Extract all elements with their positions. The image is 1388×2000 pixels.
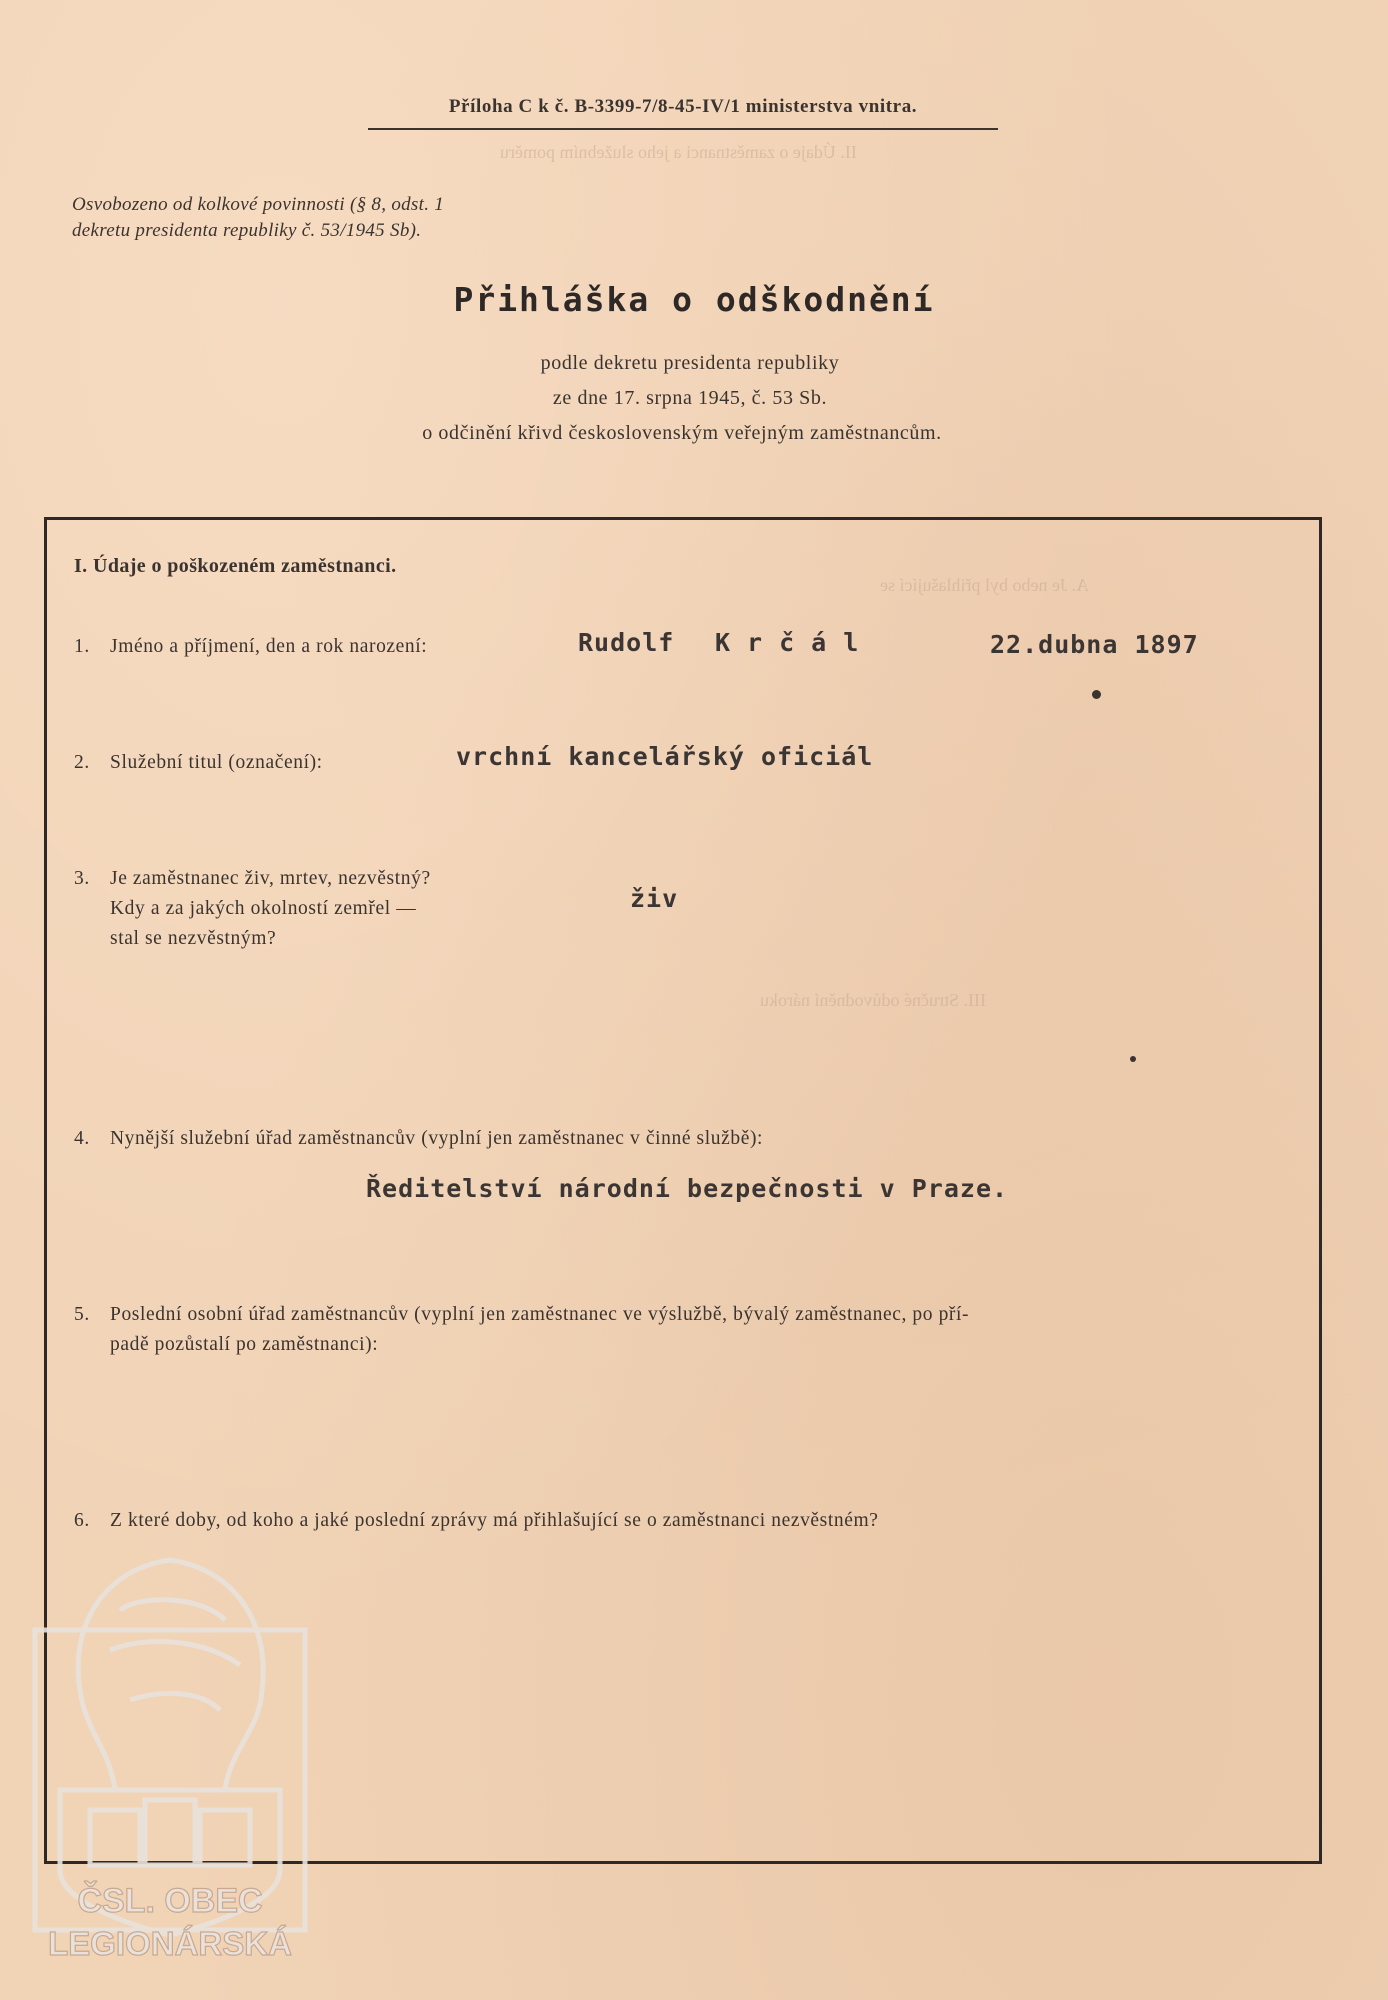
item-label: Je zaměstnanec živ, mrtev, nezvěstný? xyxy=(110,868,431,889)
item-number: 2. xyxy=(74,752,90,773)
subtitle-line: ze dne 17. srpna 1945, č. 53 Sb. xyxy=(552,387,828,409)
ink-speck xyxy=(1092,690,1101,699)
item-label: Z které doby, od koho a jaké poslední zprávy má přihlašující se o zaměstnanci nezvěstném? xyxy=(110,1510,879,1531)
typed-current-office: Ředitelství národní bezpečnosti v Praze. xyxy=(366,1174,1009,1203)
item-label: stal se nezvěstným? xyxy=(110,928,277,949)
form-item-5 xyxy=(74,1300,1304,1360)
item-number: 3. xyxy=(74,868,90,889)
typed-birth-date: 22.dubna 1897 xyxy=(990,630,1199,659)
exemption-line: Osvobozeno od kolkové povinnosti (§ 8, odst. 1 xyxy=(72,194,445,215)
typed-status: živ xyxy=(630,884,679,913)
show-through-text: III. Stručné odůvodnění nároku xyxy=(760,990,986,1010)
typed-surname: Krčál xyxy=(715,628,876,657)
form-title: Přihláška o odškodnění xyxy=(453,280,935,319)
form-item-1 xyxy=(74,632,427,662)
item-number: 6. xyxy=(74,1510,90,1531)
item-number: 5. xyxy=(74,1304,90,1325)
typed-service-title: vrchní kancelářský oficiál xyxy=(456,742,874,771)
item-label: Služební titul (označení): xyxy=(110,752,323,773)
item-label: Kdy a za jakých okolností zemřel — xyxy=(110,898,417,919)
section-heading: I. Údaje o poškozeném zaměstnanci. xyxy=(74,555,397,577)
watermark-icon xyxy=(30,1540,310,1980)
item-label: padě pozůstalí po zaměstnanci): xyxy=(110,1334,379,1355)
stamp-exemption-note xyxy=(72,192,444,244)
stamp-text-line: LEGIONÁRSKÁ xyxy=(48,1925,292,1962)
ink-speck xyxy=(1130,1056,1136,1062)
item-label: Poslední osobní úřad zaměstnancův (vyplní jen zaměstnanec ve výslužbě, bývalý zaměstnanec, po pří- xyxy=(110,1304,970,1325)
form-item-6 xyxy=(74,1506,879,1536)
item-label: Nynější služební úřad zaměstnancův (vyplní jen zaměstnanec v činné službě): xyxy=(110,1128,764,1149)
form-item-2 xyxy=(74,748,323,778)
subtitle-line: podle dekretu presidenta republiky xyxy=(540,352,840,374)
item-label: Jméno a příjmení, den a rok narození: xyxy=(110,636,428,657)
subtitle-line: o odčinění křivd československým veřejným zaměstnancům. xyxy=(422,422,942,444)
exemption-line: dekretu presidenta republiky č. 53/1945 Sb). xyxy=(72,220,422,241)
form-item-3 xyxy=(74,864,431,954)
legion-watermark-stamp xyxy=(30,1540,310,1980)
form-item-4 xyxy=(74,1124,763,1154)
typed-first-name: Rudolf xyxy=(578,628,675,657)
show-through-text: II. Údaje o zaměstnanci a jeho služebním poměru xyxy=(500,142,857,162)
stamp-text-line: ČSL. OBEC xyxy=(77,1882,263,1920)
annex-reference: Příloha C k č. B-3399-7/8-45-IV/1 ministerstva vnitra. xyxy=(368,96,998,130)
item-number: 1. xyxy=(74,636,90,657)
show-through-text: A. Je nebo byl přihlašující se xyxy=(880,575,1089,595)
item-number: 4. xyxy=(74,1128,90,1149)
